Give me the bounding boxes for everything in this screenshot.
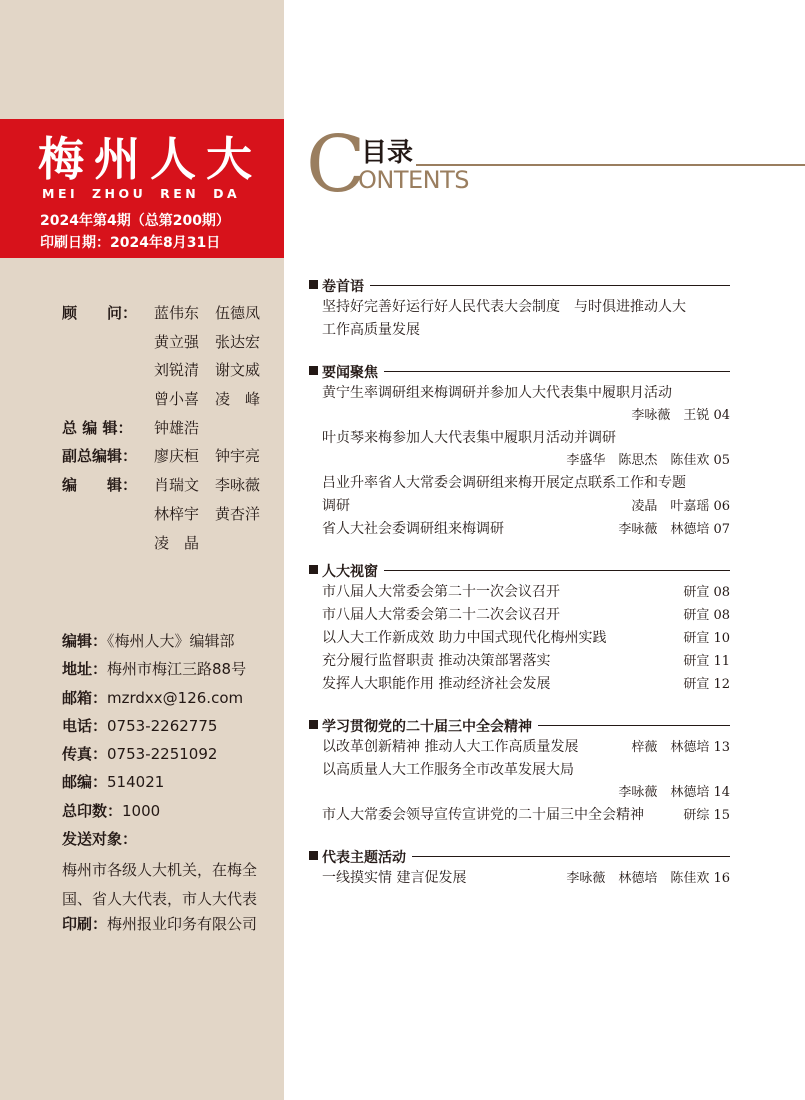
contents-label: ONTENTS xyxy=(358,166,470,194)
editor-row: 编辑：《梅州人大》编辑部 xyxy=(62,632,235,650)
staff-row xyxy=(62,532,282,561)
entry-title[interactable]: 市八届人大常委会第二十二次会议召开 xyxy=(322,607,560,623)
toc-entry[interactable] xyxy=(306,673,730,696)
entry-author-page: 李盛华 陈思杰 陈佳欢 05 xyxy=(566,453,730,468)
section-header xyxy=(306,276,730,296)
square-bullet-icon xyxy=(309,280,318,289)
staff-name: 谢文威 xyxy=(215,361,261,380)
entry-title[interactable]: 坚持好完善好运行好人民代表大会制度 与时俱进推动人大 xyxy=(322,299,686,315)
entry-title[interactable]: 市人大常委会领导宣传宣讲党的二十届三中全会精神 xyxy=(322,807,644,823)
section-rule xyxy=(538,725,730,726)
section-header xyxy=(306,847,730,867)
section-rule xyxy=(384,371,730,372)
toc-section xyxy=(306,362,730,541)
staff-row xyxy=(62,503,282,532)
staff-row xyxy=(62,388,282,417)
header-rule xyxy=(416,164,805,166)
toc-section xyxy=(306,716,730,827)
postcode-row: 邮编：514021 xyxy=(62,773,165,792)
toc-entry[interactable] xyxy=(306,319,730,342)
toc-entry[interactable] xyxy=(306,296,730,319)
entry-author-page: 凌晶 叶嘉瑶 06 xyxy=(631,499,730,514)
send-target: 梅州市各级人大机关，在梅全国、省人大代表，市人大代表 xyxy=(62,861,258,908)
contents-title: 目录 xyxy=(361,138,414,168)
toc-section xyxy=(306,276,730,342)
staff-name: 廖庆桓 xyxy=(154,447,200,466)
entry-title[interactable]: 以人大工作新成效 助力中国式现代化梅州实践 xyxy=(322,630,607,646)
contact-info xyxy=(62,630,284,941)
section-header xyxy=(306,716,730,736)
email-row: 邮箱：mzrdxx@126.com xyxy=(62,688,244,707)
section-title: 学习贯彻党的二十届三中全会精神 xyxy=(322,719,532,735)
entry-author-page: 研宣 10 xyxy=(683,631,730,646)
printer-row: 印刷：梅州报业印务有限公司 xyxy=(62,914,258,933)
contents-c-letter: C xyxy=(306,120,366,210)
entry-author-page: 李咏薇 林德培 陈佳欢 16 xyxy=(566,871,730,886)
toc-entry[interactable] xyxy=(306,759,730,782)
square-bullet-icon xyxy=(309,851,318,860)
toc-entry[interactable] xyxy=(306,627,730,650)
toc-entry[interactable] xyxy=(306,382,730,405)
section-rule xyxy=(412,856,730,857)
entry-author-page: 研宣 11 xyxy=(683,654,730,669)
phone-row: 电话：0753-2262775 xyxy=(62,716,218,735)
toc-entry[interactable] xyxy=(306,581,730,604)
toc-section xyxy=(306,561,730,696)
address-row: 地址：梅州市梅江三路88号 xyxy=(62,660,247,679)
staff-row xyxy=(62,302,282,331)
entry-author-page: 李咏薇 林德培 07 xyxy=(618,522,730,537)
section-header xyxy=(306,362,730,382)
staff-name: 黄杏洋 xyxy=(215,504,261,523)
entry-author-page: 李咏薇 林德培 14 xyxy=(618,785,730,800)
entry-author-page: 研综 15 xyxy=(683,808,730,823)
toc-entry[interactable] xyxy=(306,604,730,627)
staff-role: 总 编 辑： xyxy=(62,418,133,437)
toc-entry[interactable] xyxy=(306,518,730,541)
staff-row xyxy=(62,417,282,446)
entry-author-page: 研宣 08 xyxy=(683,585,730,600)
entry-title[interactable]: 省人大社会委调研组来梅调研 xyxy=(322,521,504,537)
entry-title[interactable]: 发挥人大职能作用 推动经济社会发展 xyxy=(322,676,551,692)
contents-header xyxy=(306,120,805,210)
staff-role: 顾 问： xyxy=(62,304,138,322)
section-title: 人大视窗 xyxy=(322,564,378,580)
section-title: 要闻聚焦 xyxy=(322,365,378,381)
entry-author-page: 研宣 12 xyxy=(683,677,730,692)
entry-title[interactable]: 黄宁生率调研组来梅调研并参加人大代表集中履职月活动 xyxy=(322,385,672,401)
masthead xyxy=(0,119,284,258)
section-header xyxy=(306,561,730,581)
entry-title[interactable]: 吕业升率省人大常委会调研组来梅开展定点联系工作和专题 xyxy=(322,475,686,491)
staff-name: 黄立强 xyxy=(154,332,200,351)
entry-title[interactable]: 以高质量人大工作服务全市改革发展大局 xyxy=(322,762,574,778)
staff-name: 肖瑞文 xyxy=(154,476,200,495)
section-title: 卷首语 xyxy=(322,279,364,295)
toc-entry[interactable] xyxy=(306,427,730,450)
magazine-pinyin: MEI ZHOU REN DA xyxy=(42,186,241,201)
staff-row xyxy=(62,359,282,388)
entry-author-page: 李咏薇 王锐 04 xyxy=(631,408,730,423)
entry-title[interactable]: 调研 xyxy=(322,498,350,514)
staff-name: 李咏薇 xyxy=(215,476,261,495)
staff-row xyxy=(62,331,282,360)
staff-name: 伍德凤 xyxy=(215,304,261,322)
staff-role: 编 辑： xyxy=(62,476,138,495)
send-label: 发送对象： xyxy=(62,830,138,849)
section-title: 代表主题活动 xyxy=(322,850,406,866)
staff-row xyxy=(62,445,282,474)
staff-role: 副总编辑： xyxy=(62,447,138,466)
toc-entry[interactable] xyxy=(306,472,730,495)
toc-section xyxy=(306,847,730,890)
staff-list xyxy=(62,302,282,560)
magazine-title: 梅州人大 xyxy=(38,132,262,186)
print-date: 印刷日期：2024年8月31日 xyxy=(40,235,221,251)
toc-entry[interactable] xyxy=(306,867,730,890)
staff-name: 钟雄浩 xyxy=(154,418,200,437)
entry-title[interactable]: 充分履行监督职责 推动决策部署落实 xyxy=(322,653,551,669)
staff-name: 张达宏 xyxy=(215,332,261,351)
toc-entry[interactable] xyxy=(306,804,730,827)
staff-name: 刘锐清 xyxy=(154,361,200,380)
staff-name: 钟宇亮 xyxy=(215,447,261,466)
staff-name: 林梓宇 xyxy=(154,504,200,523)
staff-name: 蓝伟东 xyxy=(154,304,200,322)
staff-name: 凌 峰 xyxy=(215,390,261,409)
table-of-contents xyxy=(306,276,730,890)
fax-row: 传真：0753-2251092 xyxy=(62,745,218,764)
square-bullet-icon xyxy=(309,565,318,574)
issue-number: 2024年第4期（总第200期） xyxy=(40,213,230,229)
section-rule xyxy=(370,285,730,286)
entry-title[interactable]: 一线摸实情 建言促发展 xyxy=(322,870,467,886)
staff-name: 曾小喜 xyxy=(154,390,200,409)
entry-title[interactable]: 叶贞琴来梅参加人大代表集中履职月活动并调研 xyxy=(322,430,616,446)
staff-name: 凌 晶 xyxy=(154,533,200,552)
toc-entry[interactable] xyxy=(306,650,730,673)
section-rule xyxy=(384,570,730,571)
square-bullet-icon xyxy=(309,720,318,729)
entry-title[interactable]: 工作高质量发展 xyxy=(322,322,420,338)
print-count-row: 总印数：1000 xyxy=(62,801,161,820)
entry-title[interactable]: 以改革创新精神 推动人大工作高质量发展 xyxy=(322,739,579,755)
entry-title[interactable]: 市八届人大常委会第二十一次会议召开 xyxy=(322,584,560,600)
entry-author-page: 梓薇 林德培 13 xyxy=(631,740,730,755)
entry-author-page: 研宣 08 xyxy=(683,608,730,623)
square-bullet-icon xyxy=(309,366,318,375)
staff-row xyxy=(62,474,282,503)
toc-entry[interactable] xyxy=(306,495,730,518)
toc-entry[interactable] xyxy=(306,736,730,759)
